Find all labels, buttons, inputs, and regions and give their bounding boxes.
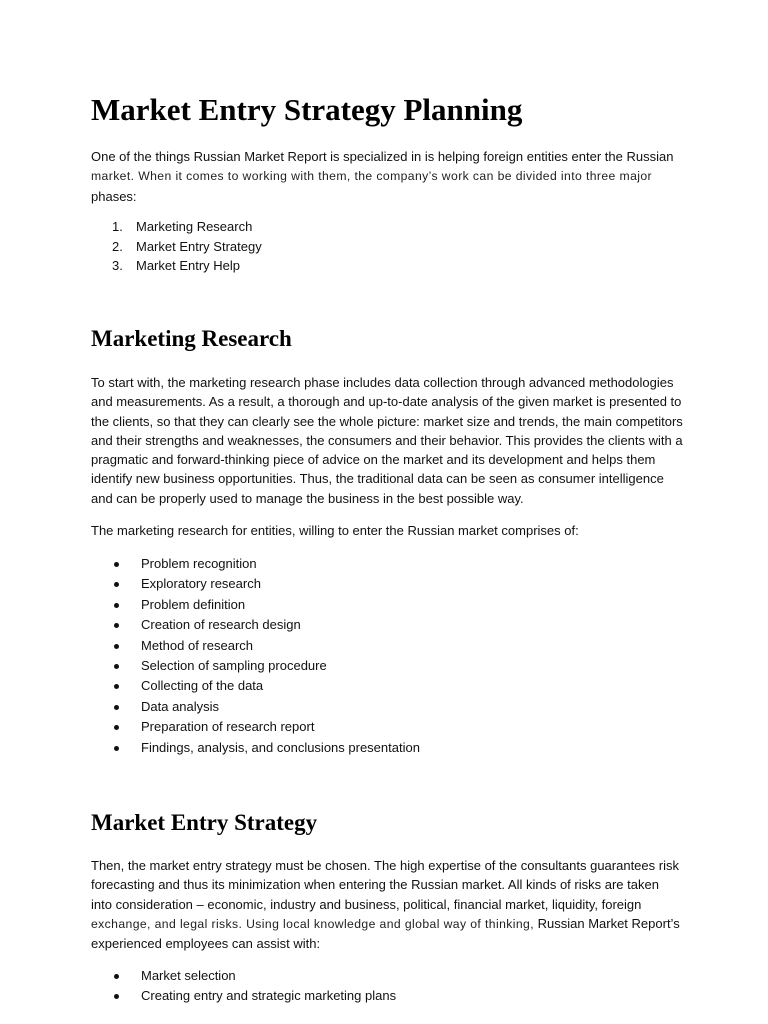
bullet-icon [114,994,119,999]
list-item: Market selection [91,966,396,986]
bullet-icon [114,746,119,751]
strategy-assist-list [91,966,396,1007]
intro-text-3: phases: [91,188,137,204]
section-heading-market-entry-strategy: Market Entry Strategy [91,810,318,835]
section-heading-marketing-research: Marketing Research [91,326,292,351]
phases-list [91,217,262,276]
list-item: 1. Marketing Research [112,219,253,234]
market-entry-strategy-paragraph [91,856,683,953]
marketing-research-intro: The marketing research for entities, willing to enter the Russian market comprises of: [91,523,579,538]
bullet-icon [114,644,119,649]
bullet-icon [114,725,119,730]
list-item: Method of research [91,636,420,656]
list-item: Exploratory research [91,574,420,594]
intro-text-2: market. When it comes to working with them, the company’s work can be divided into three major [91,169,652,184]
bullet-icon [114,705,119,710]
list-item: Data analysis [91,697,420,717]
strategy-text-2: exchange, and legal risks. Using local knowledge and global way of thinking, [91,916,534,931]
strategy-text-1: Then, the market entry strategy must be chosen. The high expertise of the consultants guarantees risk forecasting and thus its minimization when entering the Russian market. All kinds of risks are taken into consideration – economic, industry and business, political, financial market, liquidity, foreign [91,858,679,912]
intro-paragraph [91,147,683,206]
list-item: Selection of sampling procedure [91,656,420,676]
list-item: Problem recognition [91,554,420,574]
list-item: 2. Market Entry Strategy [112,238,262,254]
strategy-text-3: Russian Market Report’s experienced employees can assist with: [91,915,680,952]
bullet-icon [114,623,119,628]
intro-text-1: One of the things Russian Market Report is specialized in is helping foreign entities enter the Russian [91,149,674,164]
list-item: Preparation of research report [91,717,420,737]
list-item: Creation of research design [91,615,420,635]
bullet-icon [114,664,119,669]
research-steps-list [91,554,420,758]
bullet-icon [114,562,119,567]
list-item: Findings, analysis, and conclusions presentation [91,738,420,758]
bullet-icon [114,603,119,608]
bullet-icon [114,974,119,979]
list-item: Collecting of the data [91,676,420,696]
page-title: Market Entry Strategy Planning [91,92,523,127]
bullet-icon [114,684,119,689]
marketing-research-paragraph: To start with, the marketing research phase includes data collection through advanced methodologies and measurements. As a result, a thorough and up-to-date analysis of the given market is presented to the clients, so that they can clearly see the whole picture: market size and trends, the main competitors and their strengths and weaknesses, the consumers and their behavior. This provides the clients with a pragmatic and forward-thinking piece of advice on the market and its development and helps them identify new business opportunities. Thus, the traditional data can be seen as consumer intelligence and can be properly used to manage the business in the best possible way. [91,375,683,506]
bullet-icon [114,582,119,587]
list-item: 3. Market Entry Help [112,258,241,273]
list-item: Creating entry and strategic marketing plans [91,986,396,1006]
list-item: Problem definition [91,595,420,615]
